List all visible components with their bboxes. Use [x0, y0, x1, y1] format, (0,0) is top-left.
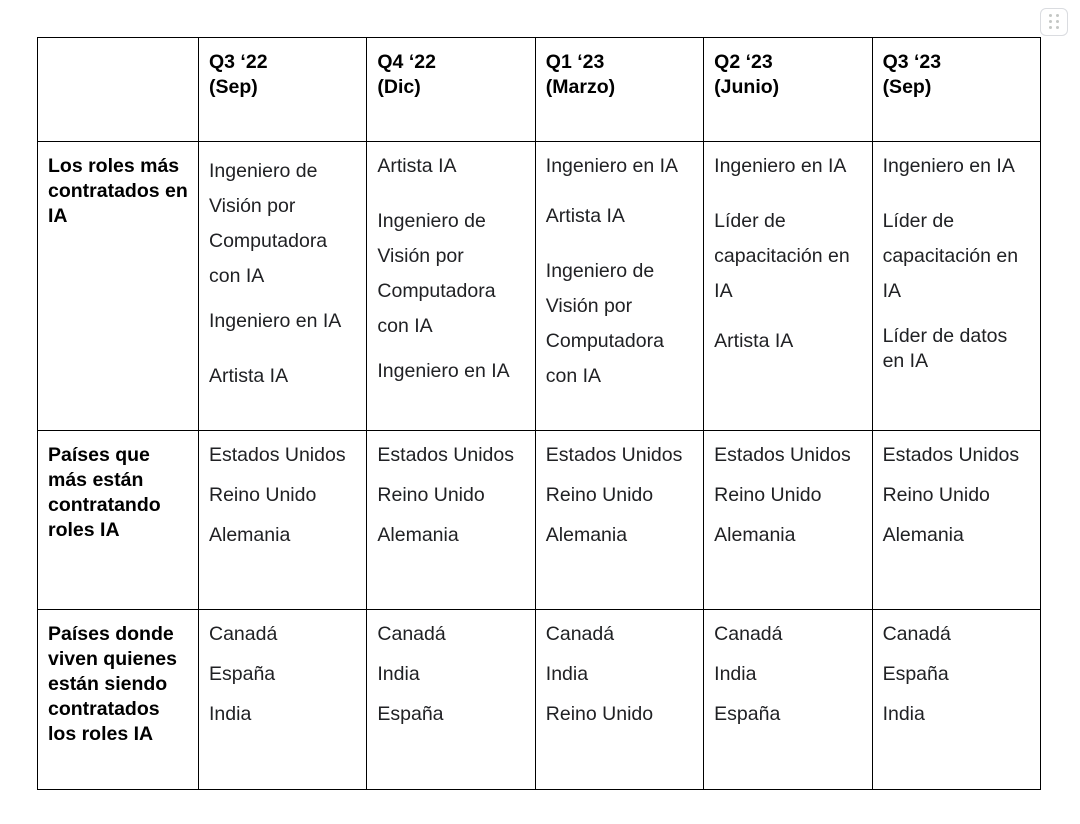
- cell-item: Alemania: [714, 524, 796, 546]
- cell-item: Ingeniero en IA: [377, 360, 510, 382]
- cell-item: Ingeniero de Visión por Computadora con IA: [209, 160, 328, 287]
- cell-item: Artista IA: [545, 205, 625, 227]
- header-month: (Sep): [209, 76, 258, 98]
- header-month: (Marzo): [545, 76, 616, 98]
- table-header-row: [38, 38, 1041, 142]
- row-label-cell: [38, 431, 199, 610]
- table-cell: [199, 431, 367, 610]
- cell-item: Estados Unidos: [377, 444, 514, 466]
- table-row-hiring-countries: [38, 431, 1041, 610]
- header-month: (Sep): [882, 76, 932, 98]
- cell-item: España: [882, 663, 949, 685]
- cell-item: Ingeniero de Visión por Computadora con IA: [377, 210, 496, 337]
- cell-item: Canadá: [545, 623, 615, 645]
- table-cell: [535, 431, 703, 610]
- cell-item: India: [714, 663, 757, 685]
- drag-handle-icon[interactable]: [1040, 8, 1068, 36]
- table-cell: [535, 142, 703, 431]
- cell-item: Reino Unido: [545, 484, 654, 506]
- row-label-cell: [38, 142, 199, 431]
- cell-item: Alemania: [377, 524, 459, 546]
- cell-item: España: [714, 703, 781, 725]
- cell-item: Estados Unidos: [209, 444, 346, 466]
- header-cell-q2-23: [704, 38, 872, 142]
- cell-item: Alemania: [882, 524, 964, 546]
- ai-hiring-table: [37, 37, 1041, 790]
- cell-item: India: [209, 703, 252, 725]
- row-label: Países que más están contratando roles IA: [48, 444, 161, 541]
- header-cell-q3-22: [199, 38, 367, 142]
- cell-item: Artista IA: [377, 155, 457, 177]
- header-period: Q2 ‘23: [714, 51, 773, 73]
- table-cell: [704, 431, 872, 610]
- cell-item: India: [377, 663, 420, 685]
- cell-item: Estados Unidos: [714, 444, 851, 466]
- cell-item: Reino Unido: [377, 484, 485, 506]
- cell-item: Canadá: [377, 623, 446, 645]
- table-row-hired-countries: [38, 610, 1041, 790]
- cell-item: Ingeniero en IA: [209, 310, 342, 332]
- row-label: Los roles más contratados en IA: [48, 155, 188, 227]
- table-cell: [535, 610, 703, 790]
- cell-item: Estados Unidos: [545, 444, 683, 466]
- table-cell: [704, 610, 872, 790]
- header-cell-q1-23: [535, 38, 703, 142]
- cell-item: Reino Unido: [209, 484, 317, 506]
- cell-item: India: [882, 703, 925, 725]
- cell-item: Líder de capacitación en IA: [714, 210, 850, 302]
- table-cell: [872, 431, 1040, 610]
- row-label-cell: [38, 610, 199, 790]
- cell-item: España: [377, 703, 444, 725]
- header-month: (Junio): [714, 76, 780, 98]
- table-row-top-roles: [38, 142, 1041, 431]
- cell-item: Ingeniero en IA: [545, 155, 679, 177]
- header-corner-cell: [38, 38, 199, 142]
- cell-item: Reino Unido: [545, 703, 654, 725]
- cell-item: Ingeniero en IA: [714, 155, 847, 177]
- cell-item: Canadá: [882, 623, 951, 645]
- cell-item: Canadá: [209, 623, 278, 645]
- cell-item: Alemania: [209, 524, 291, 546]
- header-period: Q3 ‘22: [209, 51, 268, 73]
- cell-item: Reino Unido: [714, 484, 822, 506]
- cell-item: Ingeniero en IA: [882, 155, 1015, 177]
- cell-item: Reino Unido: [882, 484, 990, 506]
- table-cell: [704, 142, 872, 431]
- row-label: Países donde viven quienes están siendo contratados los roles IA: [48, 623, 177, 745]
- table-cell: [872, 610, 1040, 790]
- header-cell-q3-23: [872, 38, 1040, 142]
- table-cell: [367, 610, 535, 790]
- cell-item: India: [545, 663, 589, 685]
- table-cell: [367, 142, 535, 431]
- header-period: Q4 ‘22: [377, 51, 436, 73]
- header-period: Q1 ‘23: [545, 51, 605, 73]
- cell-item: Alemania: [545, 524, 628, 546]
- cell-item: Líder de datos en IA: [882, 325, 1008, 372]
- header-month: (Dic): [377, 76, 421, 98]
- table-cell: [199, 142, 367, 431]
- cell-item: Estados Unidos: [882, 444, 1020, 466]
- header-cell-q4-22: [367, 38, 535, 142]
- table-cell: [367, 431, 535, 610]
- table-cell: [872, 142, 1040, 431]
- cell-item: Canadá: [714, 623, 783, 645]
- table-cell: [199, 610, 367, 790]
- cell-item: Artista IA: [714, 330, 794, 352]
- cell-item: Líder de capacitación en IA: [882, 210, 1019, 302]
- cell-item: Ingeniero de Visión por Computadora con IA: [545, 260, 664, 387]
- cell-item: España: [209, 663, 276, 685]
- header-period: Q3 ‘23: [882, 51, 942, 73]
- cell-item: Artista IA: [209, 365, 289, 387]
